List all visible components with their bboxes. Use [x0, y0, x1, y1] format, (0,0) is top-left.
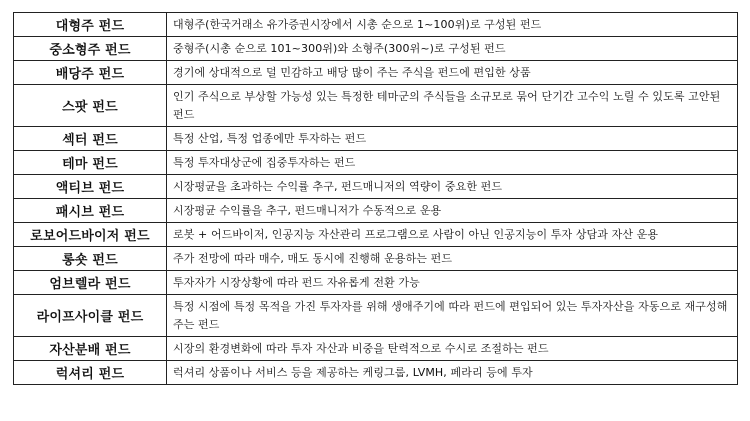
fund-description: 대형주(한국거래소 유가증권시장에서 시총 순으로 1~100위)로 구성된 펀드 [167, 13, 738, 37]
table-row [14, 13, 738, 37]
fund-description: 시장의 환경변화에 따라 투자 자산과 비중을 탄력적으로 수시로 조절하는 펀드 [167, 337, 738, 361]
fund-name: 로보어드바이저 펀드 [14, 223, 167, 247]
fund-description: 특정 산업, 특정 업종에만 투자하는 펀드 [167, 127, 738, 151]
table-row [14, 151, 738, 175]
fund-types-table [13, 12, 738, 385]
table-row [14, 199, 738, 223]
fund-name: 테마 펀드 [14, 151, 167, 175]
table-row [14, 127, 738, 151]
fund-name: 패시브 펀드 [14, 199, 167, 223]
table-row [14, 361, 738, 385]
fund-description: 시장평균 수익률을 추구, 펀드매니저가 수동적으로 운용 [167, 199, 738, 223]
fund-name: 대형주 펀드 [14, 13, 167, 37]
table-row [14, 271, 738, 295]
fund-description: 투자자가 시장상황에 따라 펀드 자유롭게 전환 가능 [167, 271, 738, 295]
fund-description: 특정 시점에 특정 목적을 가진 투자자를 위해 생애주기에 따라 펀드에 편입되어 있는 투자자산을 자동으로 재구성해주는 펀드 [167, 295, 738, 337]
fund-description: 로봇 + 어드바이저, 인공지능 자산관리 프로그램으로 사람이 아닌 인공지능이 투자 상담과 자산 운용 [167, 223, 738, 247]
table-row [14, 337, 738, 361]
fund-name: 자산분배 펀드 [14, 337, 167, 361]
fund-description: 경기에 상대적으로 덜 민감하고 배당 많이 주는 주식을 펀드에 편입한 상품 [167, 61, 738, 85]
fund-description: 시장평균을 초과하는 수익률 추구, 펀드매니저의 역량이 중요한 펀드 [167, 175, 738, 199]
table-row [14, 61, 738, 85]
fund-description: 인기 주식으로 부상할 가능성 있는 특정한 테마군의 주식들을 소규모로 묶어 단기간 고수익 노릴 수 있도록 고안된 펀드 [167, 85, 738, 127]
fund-name: 롱숏 펀드 [14, 247, 167, 271]
fund-name: 중소형주 펀드 [14, 37, 167, 61]
fund-name: 엄브렐라 펀드 [14, 271, 167, 295]
fund-name: 스팟 펀드 [14, 85, 167, 127]
fund-name: 럭셔리 펀드 [14, 361, 167, 385]
table-row [14, 37, 738, 61]
fund-name: 섹터 펀드 [14, 127, 167, 151]
fund-description: 중형주(시총 순으로 101~300위)와 소형주(300위~)로 구성된 펀드 [167, 37, 738, 61]
fund-name: 액티브 펀드 [14, 175, 167, 199]
fund-description: 럭셔리 상품이나 서비스 등을 제공하는 케링그룹, LVMH, 페라리 등에 투자 [167, 361, 738, 385]
fund-name: 라이프사이클 펀드 [14, 295, 167, 337]
table-row [14, 223, 738, 247]
fund-name: 배당주 펀드 [14, 61, 167, 85]
fund-description: 특정 투자대상군에 집중투자하는 펀드 [167, 151, 738, 175]
table-row [14, 247, 738, 271]
table-row [14, 295, 738, 337]
fund-description: 주가 전망에 따라 매수, 매도 동시에 진행해 운용하는 펀드 [167, 247, 738, 271]
table-row [14, 175, 738, 199]
table-row [14, 85, 738, 127]
